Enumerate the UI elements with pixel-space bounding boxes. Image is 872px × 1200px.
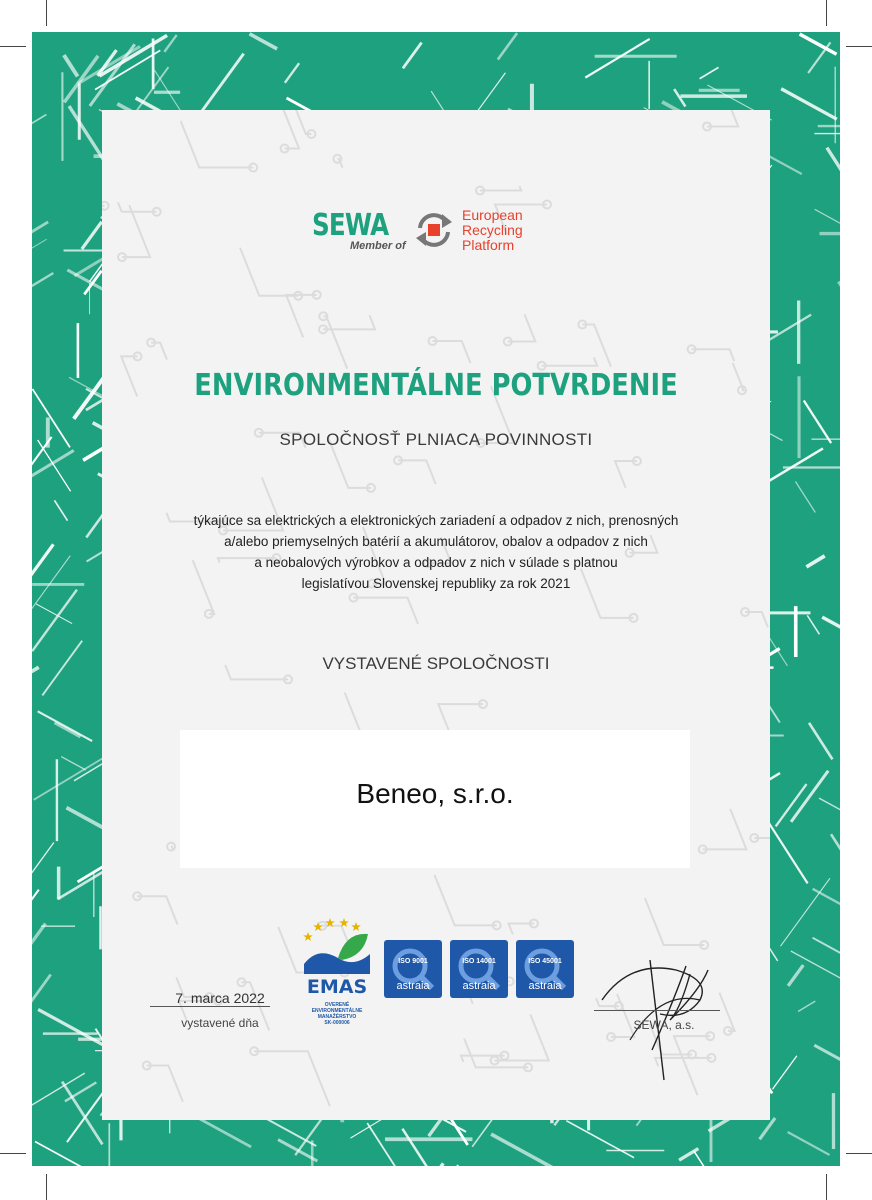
recycling-arrows-icon: [412, 208, 456, 252]
erp-line: European: [462, 207, 523, 223]
certificate-sheet: [32, 32, 840, 1166]
issue-date: 7. marca 2022: [175, 990, 265, 1006]
emas-verified-text: [300, 1002, 374, 1026]
iso-badge: [450, 940, 508, 998]
company-name-box: [180, 730, 690, 868]
crop-mark: [0, 46, 26, 47]
iso-standard: ISO 45001: [528, 958, 562, 965]
crop-mark: [0, 1153, 26, 1154]
eu-stars-icon: [298, 918, 376, 976]
sewa-logo-text: SEWA: [312, 208, 389, 243]
emas-verified-line: OVERENÉ: [324, 1002, 350, 1008]
emas-registration: SK-000006: [324, 1020, 350, 1026]
iso-badge: [384, 940, 442, 998]
date-underline: [150, 1006, 270, 1007]
signature-underline: [594, 1010, 720, 1011]
description-line: a neobalových výrobkov a odpadov z nich v súlade s platnou: [254, 555, 618, 570]
crop-mark: [46, 1174, 47, 1200]
certificate-description: [102, 510, 770, 594]
erp-logo-text: [462, 208, 523, 253]
certificate-title: ENVIRONMENTÁLNE POTVRDENIE: [194, 368, 678, 403]
iso-standard: ISO 14001: [462, 958, 496, 965]
iso-badge: [516, 940, 574, 998]
crop-mark: [846, 46, 872, 47]
iso-brand: astraia: [396, 980, 430, 992]
iso-standard: ISO 9001: [398, 958, 428, 965]
issue-date-label: vystavené dňa: [181, 1016, 259, 1030]
description-line: legislatívou Slovenskej republiky za rok 2021: [301, 576, 571, 591]
iso-brand: astraia: [462, 980, 496, 992]
issued-to-label: VYSTAVENÉ SPOLOČNOSTI: [322, 654, 550, 673]
erp-line: Platform: [462, 237, 515, 253]
certificate-subtitle: SPOLOČNOSŤ PLNIACA POVINNOSTI: [279, 430, 593, 449]
emas-logo: [298, 918, 376, 1028]
emas-verified-line: MANAŽÉRSTVO: [317, 1014, 357, 1020]
description-line: týkajúce sa elektrických a elektronických zariadení a odpadov z nich, prenosných: [193, 513, 679, 528]
emas-wordmark: EMAS: [306, 976, 368, 998]
description-line: a/alebo priemyselných batérií a akumulátorov, obalov a odpadov z nich: [224, 534, 648, 549]
certificate-body: [102, 110, 770, 1120]
crop-mark: [826, 1174, 827, 1200]
iso-brand: astraia: [528, 980, 562, 992]
signatory-name: SEWA, a.s.: [633, 1018, 695, 1032]
crop-mark: [826, 0, 827, 26]
crop-mark: [46, 0, 47, 26]
crop-mark: [846, 1153, 872, 1154]
emas-verified-line: ENVIRONMENTÁLNE: [311, 1008, 363, 1014]
member-of-label: Member of: [350, 240, 406, 252]
company-name: Beneo, s.r.o.: [356, 778, 514, 809]
sewa-erp-logo: [312, 206, 572, 258]
erp-line: Recycling: [462, 222, 523, 238]
